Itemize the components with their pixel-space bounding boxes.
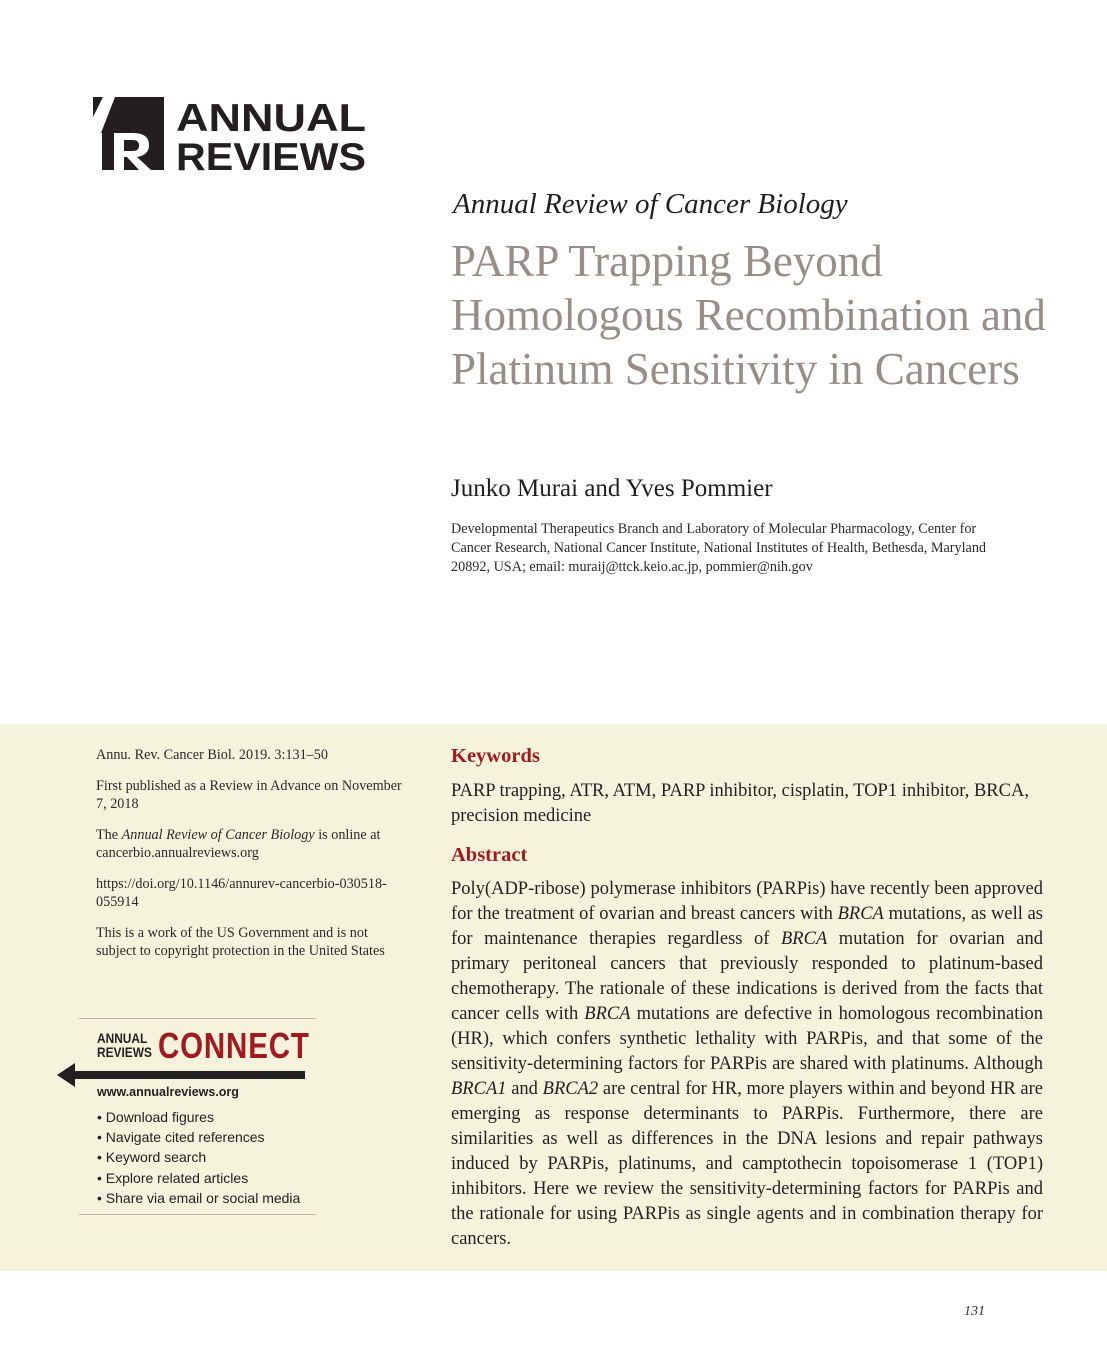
connect-wordmark: CONNECT xyxy=(158,1025,310,1066)
list-item: • Explore related articles xyxy=(97,1168,300,1188)
divider xyxy=(79,1018,316,1019)
first-published: First published as a Review in Advance on November 7, 2018 xyxy=(96,777,402,812)
journal-name: Annual Review of Cancer Biology xyxy=(453,188,848,220)
logo-annual: ANNUAL xyxy=(176,97,366,140)
annual-reviews-logo xyxy=(93,97,368,173)
connect-annual-reviews: ANNUAL REVIEWS xyxy=(97,1030,152,1060)
list-item: • Navigate cited references xyxy=(97,1127,300,1147)
connect-features xyxy=(97,1107,300,1208)
doi-link[interactable]: https://doi.org/10.1146/annurev-cancerbio-030518-055914 xyxy=(96,875,387,910)
affiliation: Developmental Therapeutics Branch and Laboratory of Molecular Pharmacology, Center for Cancer Research, National Cancer Institute, National Institutes of Health, Bethesda, Maryland 20892, USA; email: muraij@ttck.keio.ac.jp, pommier@nih.gov xyxy=(451,521,987,575)
annual-reviews-connect xyxy=(57,1018,319,1216)
keywords-text: PARP trapping, ATR, ATM, PARP inhibitor, cisplatin, TOP1 inhibitor, BRCA, precision medicine xyxy=(451,781,1029,826)
copyright-note: This is a work of the US Government and is not subject to copyright protection in the United States xyxy=(96,924,385,959)
online-note: The Annual Review of Cancer Biology is online at cancerbio.annualreviews.org xyxy=(96,826,381,861)
divider xyxy=(79,1214,316,1215)
logo-reviews: REVIEWS xyxy=(176,136,366,173)
authors: Junko Murai and Yves Pommier xyxy=(451,475,773,502)
keywords-heading: Keywords xyxy=(451,745,540,767)
citation: Annu. Rev. Cancer Biol. 2019. 3:131–50 xyxy=(96,747,328,763)
connect-url[interactable]: www.annualreviews.org xyxy=(97,1085,239,1099)
page-number: 131 xyxy=(964,1304,985,1319)
list-item: • Download figures xyxy=(97,1107,300,1127)
abstract-heading: Abstract xyxy=(451,844,528,866)
article-metadata xyxy=(96,746,406,973)
list-item: • Keyword search xyxy=(97,1147,300,1167)
abstract-text: Poly(ADP-ribose) polymerase inhibitors (PARPis) have recently been approved for the treatment of ovarian and breast cancers with BRCA mutations, as well as for maintenance therapies regardless of BRCA mutation for ovarian and primary peritoneal cancers that previously responded to platinum-based chemotherapy. The rationale of these indications is derived from the facts that cancer cells with BRCA mutations are defective in homologous recombination (HR), which confers synthetic lethality with PARPis, and that some of the sensitivity-determining factors for PARPis are shared with platinums. Although BRCA1 and BRCA2 are central for HR, more players within and beyond HR are emerging as response determinants to PARPis. Furthermore, there are similarities as well as differences in the DNA lesions and repair pathways induced by PARPis, platinums, and camptothecin topoisomerase 1 (TOP1) inhibitors. Here we review the sensitivity-determining factors for PARPis and the rationale for using PARPis as single agents and in combination therapy for cancers. xyxy=(451,879,1044,1249)
list-item: • Share via email or social media xyxy=(97,1188,300,1208)
article-title: PARP Trapping Beyond Homologous Recombination and Platinum Sensitivity in Cancers xyxy=(451,236,1046,394)
